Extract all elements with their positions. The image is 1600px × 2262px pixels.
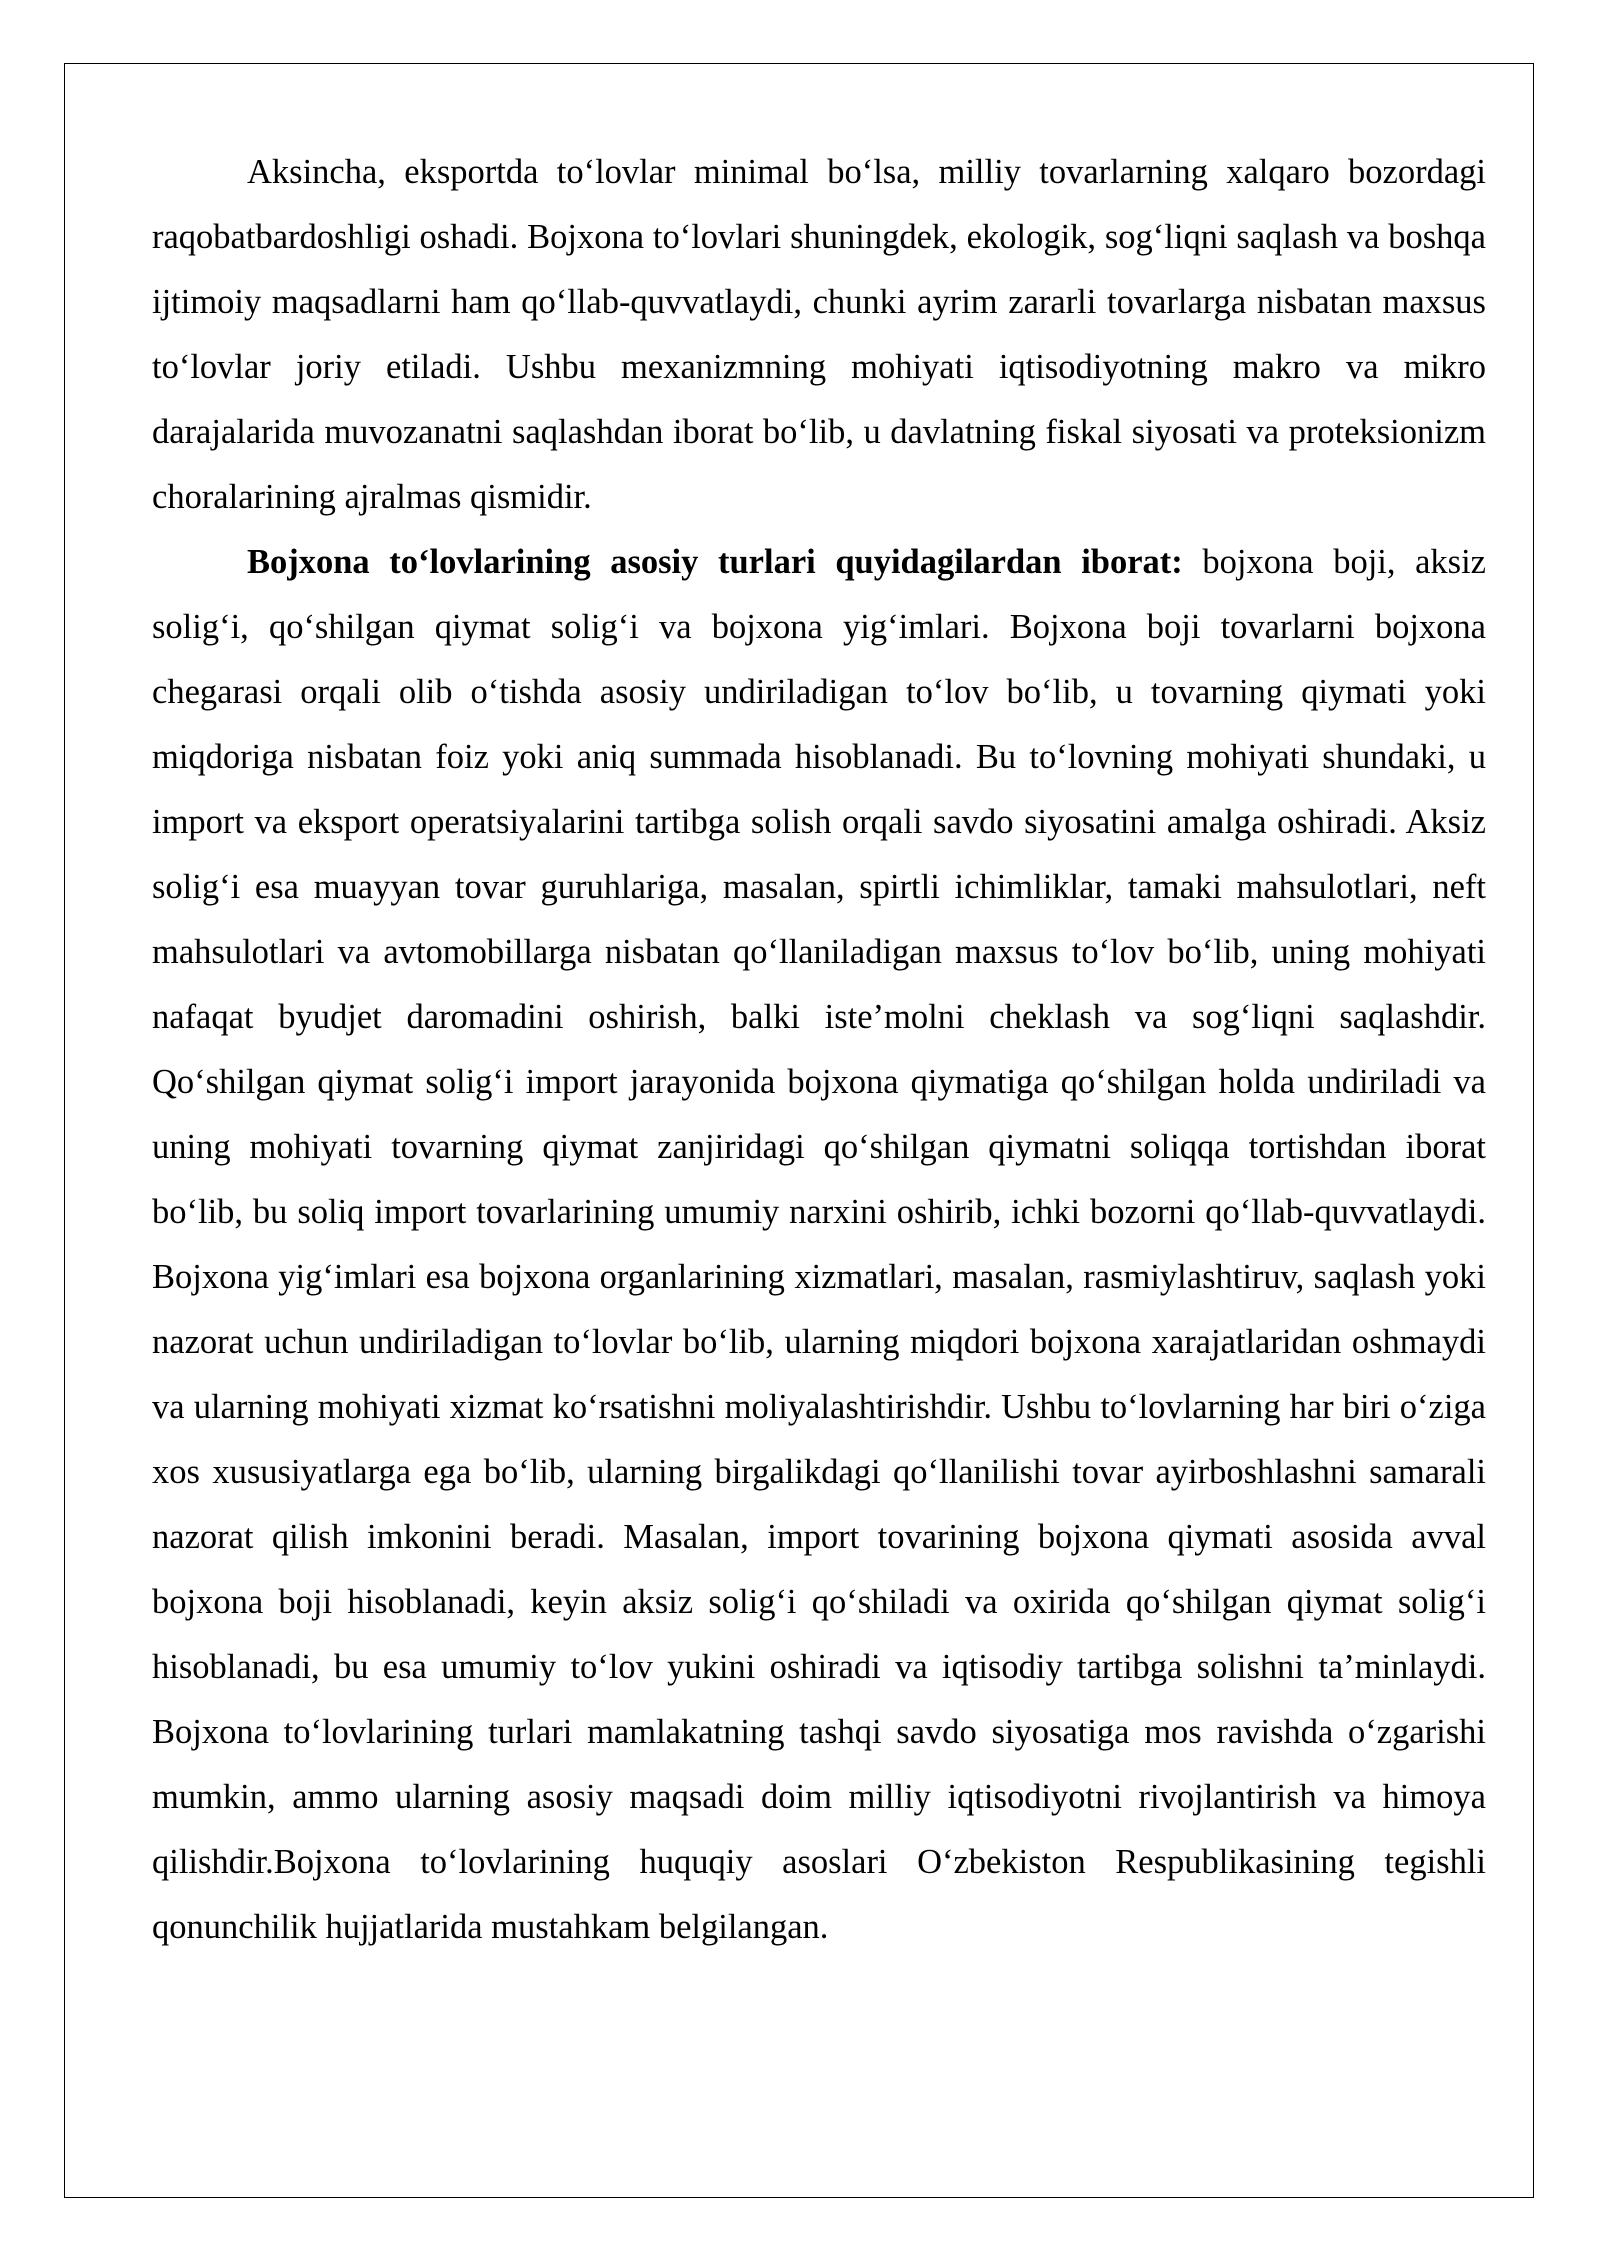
- paragraph-1-text: Aksincha, eksportda to‘lovlar minimal bo‘lsa, milliy tovarlarning xalqaro bozordagi raqobatbardoshligi oshadi. Bojxona to‘lovlari shuningdek, ekologik, sog‘liqni saqlash va boshqa ijtimoiy maqsadlarni ham qo‘llab-quvvatlaydi, chunki ayrim zararli tovarlarga nisbatan maxsus to‘lovlar joriy etiladi. Ushbu mexanizmning mohiyati iqtisodiyotning makro va mikro darajalarida muvozanatni saqlashdan iborat bo‘lib, u davlatning fiskal siyosati va proteksionizm choralarining ajralmas qismidir.: [152, 153, 1486, 516]
- document-body: [152, 140, 1486, 1960]
- paragraph-2-lead: Bojxona to‘lovlarining asosiy turlari quyidagilardan iborat:: [247, 543, 1183, 581]
- paragraph-2: [152, 530, 1486, 1960]
- paragraph-2-text: bojxona boji, aksiz solig‘i, qo‘shilgan qiymat solig‘i va bojxona yig‘imlari. Bojxona boji tovarlarni bojxona chegarasi orqali olib o‘tishda asosiy undiriladigan to‘lov bo‘lib, u tovarning qiymati yoki miqdoriga nisbatan foiz yoki aniq summada hisoblanadi. Bu to‘lovning mohiyati shundaki, u import va eksport operatsiyalarini tartibga solish orqali savdo siyosatini amalga oshiradi. Aksiz solig‘i esa muayyan tovar guruhlariga, masalan, spirtli ichimliklar, tamaki mahsulotlari, neft mahsulotlari va avtomobillarga nisbatan qo‘llaniladigan maxsus to‘lov bo‘lib, uning mohiyati nafaqat byudjet daromadini oshirish, balki iste’molni cheklash va sog‘liqni saqlashdir. Qo‘shilgan qiymat solig‘i import jarayonida bojxona qiymatiga qo‘shilgan holda undiriladi va uning mohiyati tovarning qiymat zanjiridagi qo‘shilgan qiymatni soliqqa tortishdan iborat bo‘lib, bu soliq import tovarlarining umumiy narxini oshirib, ichki bozorni qo‘llab-quvvatlaydi. Bojxona yig‘imlari esa bojxona organlarining xizmatlari, masalan, rasmiylashtiruv, saqlash yoki nazorat uchun undiriladigan to‘lovlar bo‘lib, ularning miqdori bojxona xarajatlaridan oshmaydi va ularning mohiyati xizmat ko‘rsatishni moliyalashtirishdir. Ushbu to‘lovlarning har biri o‘ziga xos xususiyatlarga ega bo‘lib, ularning birgalikdagi qo‘llanilishi tovar ayirboshlashni samarali nazorat qilish imkonini beradi. Masalan, import tovarining bojxona qiymati asosida avval bojxona boji hisoblanadi, keyin aksiz solig‘i qo‘shiladi va oxirida qo‘shilgan qiymat solig‘i hisoblanadi, bu esa umumiy to‘lov yukini oshiradi va iqtisodiy tartibga solishni ta’minlaydi. Bojxona to‘lovlarining turlari mamlakatning tashqi savdo siyosatiga mos ravishda o‘zgarishi mumkin, ammo ularning asosiy maqsadi doim milliy iqtisodiyotni rivojlantirish va himoya qilishdir.Bojxona to‘lovlarining huquqiy asoslari O‘zbekiston Respublikasining tegishli qonunchilik hujjatlarida mustahkam belgilangan.: [152, 543, 1486, 1946]
- paragraph-1: [152, 140, 1486, 530]
